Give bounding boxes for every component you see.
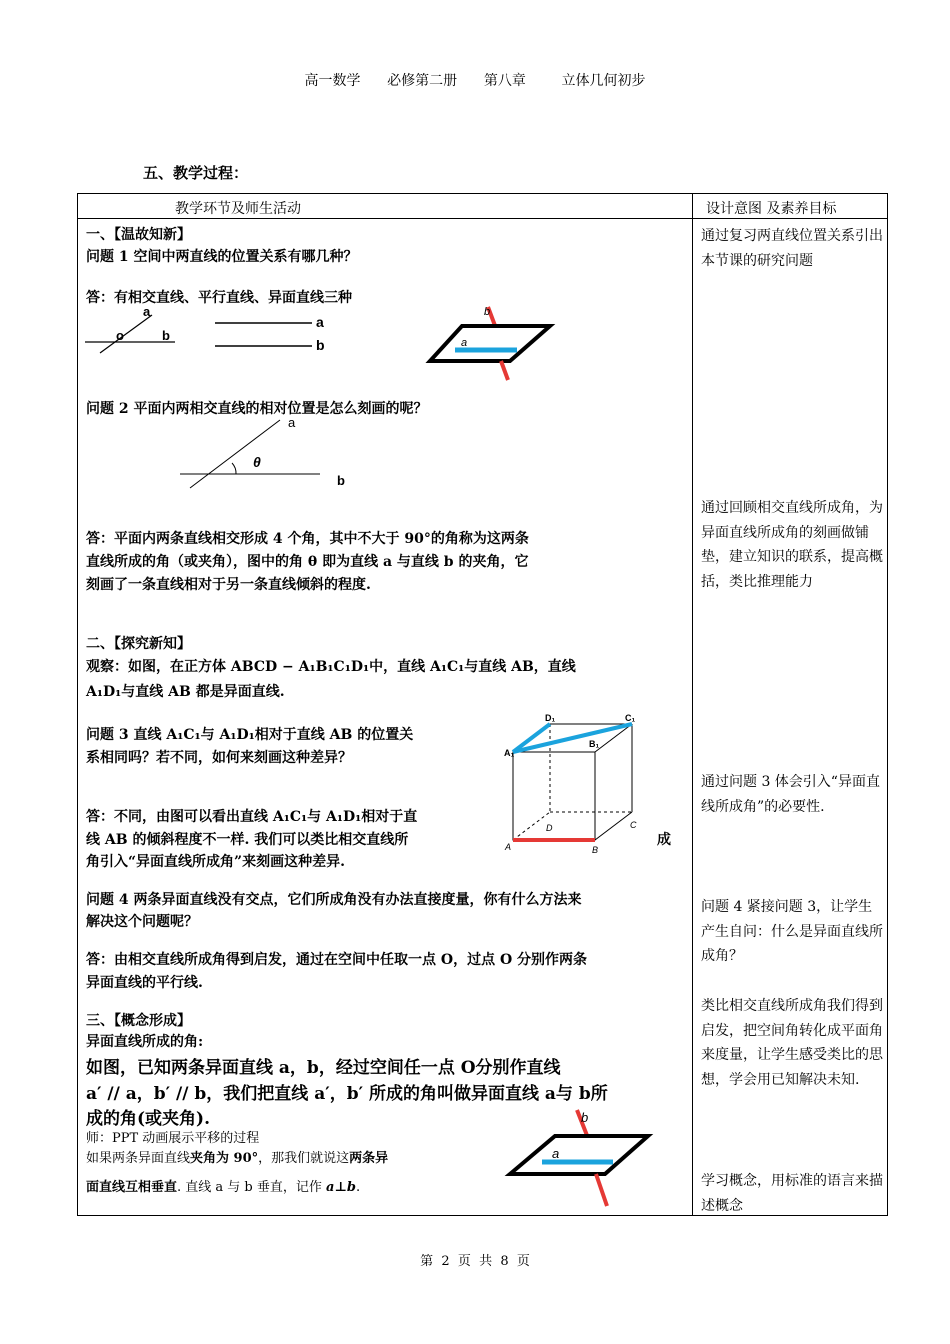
line-b-bottom bbox=[596, 1174, 607, 1206]
line-b-bottom bbox=[501, 361, 508, 380]
answer-3-line-3: 角引入“异面直线所成角”来刻画这种差异. bbox=[86, 854, 345, 870]
s2-title: 二、【探究新知】 bbox=[86, 636, 191, 652]
label-b: b bbox=[581, 1110, 589, 1125]
s3-title: 三、【概念形成】 bbox=[86, 1013, 191, 1029]
figure-cube bbox=[500, 712, 650, 857]
perp-text-b: 夹角为 90° bbox=[190, 1151, 259, 1166]
header-divider bbox=[77, 218, 888, 219]
figure-parallel-lines bbox=[215, 310, 335, 353]
figure-skew-lines-2 bbox=[505, 1108, 655, 1213]
perp-text-d: 两条异 bbox=[349, 1151, 389, 1166]
perpendicular-line-1 bbox=[86, 1147, 388, 1166]
perpendicular-line-2 bbox=[86, 1176, 360, 1195]
answer-4-line-2: 异面直线的平行线. bbox=[86, 975, 203, 991]
figure-angle-theta bbox=[180, 415, 360, 495]
label-b: b bbox=[337, 473, 345, 488]
teacher-note: 师：PPT 动画展示平移的过程 bbox=[86, 1131, 260, 1146]
perp-text-f: . 直线 a 与 b 垂直，记作 bbox=[177, 1180, 327, 1195]
question-3-line-2: 系相同吗？若不同，如何来刻画这种差异？ bbox=[86, 750, 352, 766]
s1-title: 一、【温故知新】 bbox=[86, 227, 191, 243]
column-header-design: 设计意图 及素养目标 bbox=[706, 201, 837, 217]
column-header-activities: 教学环节及师生活动 bbox=[175, 201, 301, 217]
answer-2-line-1: 答：平面内两条直线相交形成 4 个角，其中不大于 90°的角称为这两条 bbox=[86, 531, 529, 547]
question-2: 问题 2 平面内两相交直线的相对位置是怎么刻画的呢？ bbox=[86, 401, 428, 417]
observation-line-1: 观察：如图，在正方体 ABCD − A₁B₁C₁D₁中，直线 A₁C₁与直线 AB，直线 bbox=[86, 659, 576, 675]
perp-text-h: . bbox=[356, 1180, 361, 1195]
label-a: a bbox=[143, 304, 151, 319]
label-a: A bbox=[505, 842, 512, 852]
question-3-line-1: 问题 3 直线 A₁C₁与 A₁D₁相对于直线 AB 的位置关 bbox=[86, 727, 414, 743]
question-4-line-2: 解决这个问题呢？ bbox=[86, 914, 198, 930]
design-intent-5: 类比相交直线所成角我们得到启发，把空间角转化成平面角来度量，让学生感受类比的思想，学会用已知解决未知. bbox=[701, 998, 883, 1088]
label-a: a bbox=[288, 415, 296, 430]
label-a1: A₁ bbox=[504, 748, 515, 758]
label-d: D bbox=[546, 823, 553, 833]
design-intent-1: 通过复习两直线位置关系引出本节课的研究问题 bbox=[701, 228, 883, 269]
column-divider bbox=[692, 193, 693, 1216]
observation-line-2: A₁D₁与直线 AB 都是异面直线. bbox=[86, 684, 285, 700]
section-title: 五、教学过程： bbox=[143, 164, 249, 182]
page-header: 高一数学 必修第二册 第八章 立体几何初步 bbox=[304, 73, 646, 89]
label-a: a bbox=[461, 337, 468, 349]
label-d1: D₁ bbox=[545, 713, 556, 723]
question-1: 问题 1 空间中两直线的位置关系有哪几种？ bbox=[86, 249, 358, 265]
perp-text-c: ，那我们就说这 bbox=[258, 1151, 350, 1166]
design-intent-2: 通过回顾相交直线所成角，为异面直线所成角的刻画做铺垫，建立知识的联系，提高概括，类比推理能力 bbox=[701, 500, 883, 590]
label-c: C bbox=[630, 820, 637, 830]
design-intent-4: 问题 4 紧接问题 3，让学生产生自问：什么是异面直线所成角？ bbox=[701, 899, 883, 964]
perp-text-g: a⊥b bbox=[326, 1180, 357, 1195]
answer-4-line-1: 答：由相交直线所成角得到启发，通过在空间中任取一点 O，过点 O 分别作两条 bbox=[86, 952, 588, 968]
definition-line-2: a′ // a，b′ // b，我们把直线 a′，b′ 所成的角叫做异面直线 a与 b所 bbox=[86, 1084, 608, 1104]
label-theta: θ bbox=[253, 454, 261, 470]
label-o: o bbox=[116, 328, 124, 343]
answer-3-tail: 成 bbox=[657, 832, 671, 848]
answer-3-line-1: 答：不同，由图可以看出直线 A₁C₁与 A₁D₁相对于直 bbox=[86, 809, 418, 825]
figure-skew-lines bbox=[425, 305, 555, 385]
definition-line-1: 如图，已知两条异面直线 a，b，经过空间任一点 O分别作直线 bbox=[86, 1058, 561, 1078]
label-b1: B₁ bbox=[589, 739, 600, 749]
label-a: a bbox=[552, 1146, 560, 1161]
label-b: B bbox=[592, 845, 599, 855]
label-b: b bbox=[162, 328, 170, 343]
perp-text-a: 如果两条异面直线 bbox=[86, 1151, 191, 1166]
label-c1: C₁ bbox=[625, 713, 636, 723]
label-b: b bbox=[484, 306, 491, 318]
definition-title: 异面直线所成的角: bbox=[86, 1034, 204, 1050]
answer-2-line-3: 刻画了一条直线相对于另一条直线倾斜的程度. bbox=[86, 577, 371, 593]
definition-line-3: 成的角(或夹角). bbox=[86, 1109, 211, 1129]
label-b: b bbox=[316, 337, 325, 353]
question-4-line-1: 问题 4 两条异面直线没有交点，它们所成角没有办法直接度量，你有什么方法来 bbox=[86, 892, 582, 908]
figure-intersecting-lines bbox=[80, 305, 180, 355]
design-intent-3: 通过问题 3 体会引入“异面直线所成角”的必要性. bbox=[701, 774, 880, 815]
perp-text-e: 面直线互相垂直 bbox=[86, 1180, 178, 1195]
answer-3-line-2: 线 AB 的倾斜程度不一样. 我们可以类比相交直线所 bbox=[86, 832, 409, 848]
page-footer: 第 2 页 共 8 页 bbox=[420, 1254, 530, 1269]
answer-1: 答：有相交直线、平行直线、异面直线三种 bbox=[86, 290, 352, 306]
label-a: a bbox=[316, 314, 324, 330]
design-intent-6: 学习概念，用标准的语言来描述概念 bbox=[701, 1173, 883, 1214]
answer-2-line-2: 直线所成的角（或夹角），图中的角 θ 即为直线 a 与直线 b 的夹角，它 bbox=[86, 554, 529, 570]
